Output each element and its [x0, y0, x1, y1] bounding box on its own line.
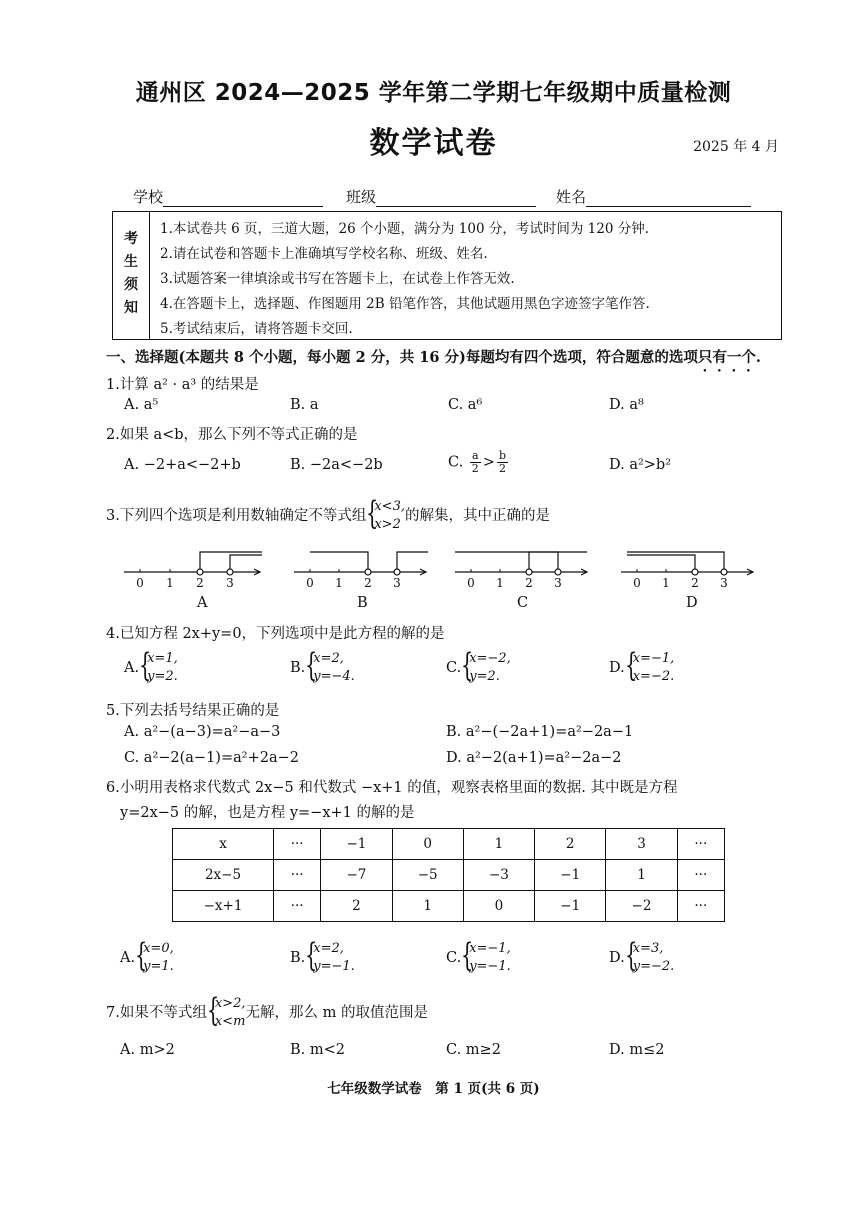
q2-stem: 2.如果 a<b，那么下列不等式正确的是 — [106, 427, 358, 443]
option-label: B. — [290, 660, 306, 676]
name-blank[interactable] — [586, 190, 751, 207]
section-title-emphasis: 只有一个 — [697, 349, 756, 366]
solution-ray — [397, 552, 428, 572]
solution-ray — [230, 555, 262, 572]
q6-stem-line1: 6.小明用表格求代数式 2x−5 和代数式 −x+1 的值，观察表格里面的数据. 其中既是方程 — [106, 780, 678, 796]
q2-fraction-b — [497, 450, 508, 475]
q5-stem: 5.下列去括号结果正确的是 — [106, 703, 280, 719]
q4-stem: 4.已知方程 2x+y=0，下列选项中是此方程的解的是 — [106, 626, 445, 642]
q3-stem-pre: 3.下列四个选项是利用数轴确定不等式组 — [106, 508, 367, 524]
table-cell: −3 — [463, 860, 534, 891]
system-equation: x=2, — [313, 941, 344, 956]
q7-stem-pre: 7.如果不等式组 — [106, 1005, 207, 1021]
name-field[interactable] — [556, 186, 751, 207]
fraction-denominator: 2 — [498, 462, 506, 475]
tick-label: 1 — [335, 576, 343, 590]
q3-system — [366, 494, 405, 534]
school-blank[interactable] — [163, 190, 323, 207]
class-label: 班级 — [346, 188, 377, 206]
notice-head-char: 考 — [124, 231, 138, 247]
exam-title: 通州区 2024—2025 学年第二学期七年级期中质量检测 — [135, 80, 732, 106]
system-equation: x=2, — [313, 651, 344, 666]
tick-label: 1 — [662, 576, 670, 590]
table-cell: ··· — [274, 829, 321, 860]
exam-subtitle: 数学试卷 — [369, 126, 498, 161]
option-label: C. — [446, 660, 462, 676]
section-title-end: . — [755, 349, 761, 366]
exam-date: 2025 年 4 月 — [693, 139, 779, 155]
system-equation: x=−2. — [632, 669, 675, 684]
table-cell: 3 — [606, 829, 677, 860]
table-cell: 2x−5 — [173, 860, 274, 891]
system-equation: y=−1. — [469, 959, 511, 974]
q7-option-a[interactable]: A. m>2 — [120, 1042, 175, 1058]
open-point-icon — [197, 569, 203, 575]
q7-system — [206, 991, 246, 1031]
notice-item: 3.试题答案一律填涂或书写在答题卡上，在试卷上作答无效. — [160, 271, 515, 287]
q2-option-b[interactable]: B. −2a<−2b — [290, 457, 383, 473]
brace-icon: { — [461, 936, 474, 974]
q5-option-c[interactable]: C. a²−2(a−1)=a²+2a−2 — [124, 750, 299, 766]
open-point-icon — [692, 569, 698, 575]
value-table — [172, 828, 725, 922]
table-row — [173, 891, 725, 922]
table-cell: −2 — [606, 891, 677, 922]
class-blank[interactable] — [376, 190, 536, 207]
option-label: A. — [120, 950, 136, 966]
q7-option-d[interactable]: D. m≤2 — [609, 1042, 665, 1058]
notice-item: 4.在答题卡上，选择题、作图题用 2B 铅笔作答，其他试题用黑色字迹签字笔作答. — [160, 296, 650, 312]
open-point-icon — [721, 569, 727, 575]
system-equation: x=1, — [147, 651, 178, 666]
option-label: D. — [609, 660, 625, 676]
brace-icon: { — [305, 646, 318, 684]
option-system — [305, 646, 355, 686]
option-system — [135, 936, 174, 976]
option-system — [461, 936, 511, 976]
table-cell: 2 — [321, 891, 392, 922]
q6-stem-line2: y=2x−5 的解，也是方程 y=−x+1 的解的是 — [120, 805, 415, 821]
brace-icon: { — [624, 936, 637, 974]
tick-label: 0 — [136, 576, 144, 590]
fraction-numerator: a — [470, 450, 481, 463]
option-system — [624, 936, 675, 976]
fraction-denominator: 2 — [471, 462, 479, 475]
option-label: D. — [609, 950, 625, 966]
system-equation: x=3, — [632, 941, 664, 956]
open-point-icon — [555, 569, 561, 575]
open-point-icon — [365, 569, 371, 575]
option-system — [139, 646, 178, 686]
q1-option-b[interactable]: B. a — [290, 397, 319, 413]
open-point-icon — [526, 569, 532, 575]
open-point-icon — [227, 569, 233, 575]
system-equation: y=−2. — [632, 959, 675, 974]
table-cell: 1 — [392, 891, 463, 922]
brace-icon: { — [366, 494, 379, 532]
q5-option-b[interactable]: B. a²−(−2a+1)=a²−2a−1 — [446, 724, 634, 740]
notice-head-char: 知 — [124, 300, 138, 316]
q5-option-d[interactable]: D. a²−2(a+1)=a²−2a−2 — [446, 750, 622, 766]
q6-option-c[interactable] — [446, 936, 511, 976]
fraction-numerator: b — [498, 449, 506, 462]
brace-icon: { — [624, 646, 637, 684]
school-field[interactable] — [133, 186, 323, 207]
q6-option-b[interactable] — [290, 936, 355, 976]
brace-icon: { — [461, 646, 474, 684]
class-field[interactable] — [346, 186, 536, 207]
system-equation: x=−1, — [469, 941, 511, 956]
table-row — [173, 860, 725, 891]
notice-box — [112, 211, 782, 340]
q7-option-c[interactable]: C. m≥2 — [446, 1042, 501, 1058]
q6-option-a[interactable] — [120, 936, 174, 976]
q3-stem-post: 的解集，其中正确的是 — [404, 508, 550, 524]
q5-option-a[interactable]: A. a²−(a−3)=a²−a−3 — [124, 724, 281, 740]
option-label: A. — [124, 660, 140, 676]
notice-head-char: 须 — [124, 277, 138, 293]
table-cell: 2 — [535, 829, 606, 860]
section-title-main: 一、选择题(本题共 8 个小题，每小题 2 分，共 16 分)每题均有四个选项，符合题意的选项 — [106, 349, 698, 366]
notice-heading — [113, 212, 150, 339]
table-cell: 0 — [392, 829, 463, 860]
option-label: B. — [290, 950, 306, 966]
q2-option-a[interactable]: A. −2+a<−2+b — [124, 457, 241, 473]
system-equation: x<m — [214, 1014, 246, 1029]
system-equation: y=−4. — [313, 669, 355, 684]
system-equation: x>2, — [214, 996, 246, 1011]
table-cell: −5 — [392, 860, 463, 891]
tick-label: 0 — [633, 576, 641, 590]
system-equation: x<3, — [374, 499, 405, 514]
solution-ray — [455, 552, 558, 572]
system-equation: y=1. — [143, 959, 174, 974]
brace-icon: { — [135, 936, 148, 974]
option-system — [624, 646, 675, 686]
q3-option-c[interactable]: C — [517, 595, 529, 611]
q1-option-c[interactable]: C. a⁶ — [448, 397, 483, 413]
table-cell: −7 — [321, 860, 392, 891]
q4-option-a[interactable] — [124, 646, 178, 686]
table-cell: −1 — [535, 860, 606, 891]
table-cell: ··· — [677, 829, 724, 860]
notice-head-char: 生 — [124, 254, 138, 270]
table-cell: x — [173, 829, 274, 860]
option-system — [305, 936, 355, 976]
tick-label: 2 — [691, 576, 699, 590]
system-equation: x=0, — [143, 941, 174, 956]
q3-number-lines — [110, 540, 770, 620]
tick-label: 2 — [525, 576, 533, 590]
q7-stem — [106, 991, 428, 1031]
system-equation: y=2. — [147, 669, 178, 684]
brace-icon: { — [206, 991, 220, 1029]
section-title — [106, 346, 761, 375]
school-label: 学校 — [133, 188, 164, 206]
system-equation: x=−2, — [469, 651, 511, 666]
q7-option-b[interactable]: B. m<2 — [290, 1042, 345, 1058]
q4-option-c[interactable] — [446, 646, 511, 686]
q4-option-d[interactable] — [609, 646, 675, 686]
q3-option-b[interactable]: B — [357, 595, 368, 611]
table-row — [173, 829, 725, 860]
open-point-icon — [394, 569, 400, 575]
table-cell: ··· — [274, 860, 321, 891]
table-cell: ··· — [677, 891, 724, 922]
notice-item: 1.本试卷共 6 页，三道大题，26 个小题，满分为 100 分，考试时间为 120 分钟. — [160, 221, 650, 237]
q2-option-d[interactable]: D. a²>b² — [609, 457, 672, 473]
q7-stem-post: 无解，那么 m 的取值范围是 — [245, 1005, 428, 1021]
table-cell: −x+1 — [173, 891, 274, 922]
table-cell: 1 — [463, 829, 534, 860]
q3-option-a[interactable]: A — [197, 595, 208, 611]
tick-label: 0 — [467, 576, 475, 590]
tick-label: 1 — [496, 576, 504, 590]
option-system — [461, 646, 511, 686]
tick-label: 1 — [166, 576, 174, 590]
notice-item: 5.考试结束后，请将答题卡交回. — [160, 321, 353, 337]
table-cell: 0 — [463, 891, 534, 922]
tick-label: 2 — [364, 576, 372, 590]
tick-label: 3 — [720, 576, 728, 590]
q2-option-c-label: C. — [448, 454, 464, 471]
tick-label: 3 — [393, 576, 401, 590]
q3-option-d[interactable]: D — [686, 595, 698, 611]
q2-fraction-a — [470, 450, 481, 475]
q1-option-d[interactable]: D. a⁸ — [609, 397, 644, 413]
tick-label: 3 — [554, 576, 562, 590]
table-cell: ··· — [677, 860, 724, 891]
tick-label: 3 — [226, 576, 234, 590]
name-label: 姓名 — [556, 188, 587, 206]
system-equation: y=2. — [469, 669, 500, 684]
q1-stem: 1.计算 a² · a³ 的结果是 — [106, 377, 259, 393]
q2-relation: > — [482, 454, 495, 471]
table-cell: ··· — [274, 891, 321, 922]
tick-label: 0 — [306, 576, 314, 590]
system-equation: y=−1. — [313, 959, 355, 974]
q6-option-d[interactable] — [609, 936, 675, 976]
brace-icon: { — [305, 936, 318, 974]
page-footer: 七年级数学试卷 第 1 页(共 6 页) — [327, 1081, 540, 1097]
table-cell: −1 — [535, 891, 606, 922]
table-cell: −1 — [321, 829, 392, 860]
notice-item: 2.请在试卷和答题卡上准确填写学校名称、班级、姓名. — [160, 246, 488, 262]
table-cell: 1 — [606, 860, 677, 891]
q3-stem — [106, 494, 550, 534]
q4-option-b[interactable] — [290, 646, 355, 686]
system-equation: x=−1, — [632, 651, 675, 666]
option-label: C. — [446, 950, 462, 966]
brace-icon: { — [139, 646, 152, 684]
q1-option-a[interactable]: A. a⁵ — [124, 397, 159, 413]
tick-label: 2 — [196, 576, 204, 590]
q2-option-c[interactable] — [448, 450, 510, 475]
system-equation: x>2 — [374, 517, 401, 532]
